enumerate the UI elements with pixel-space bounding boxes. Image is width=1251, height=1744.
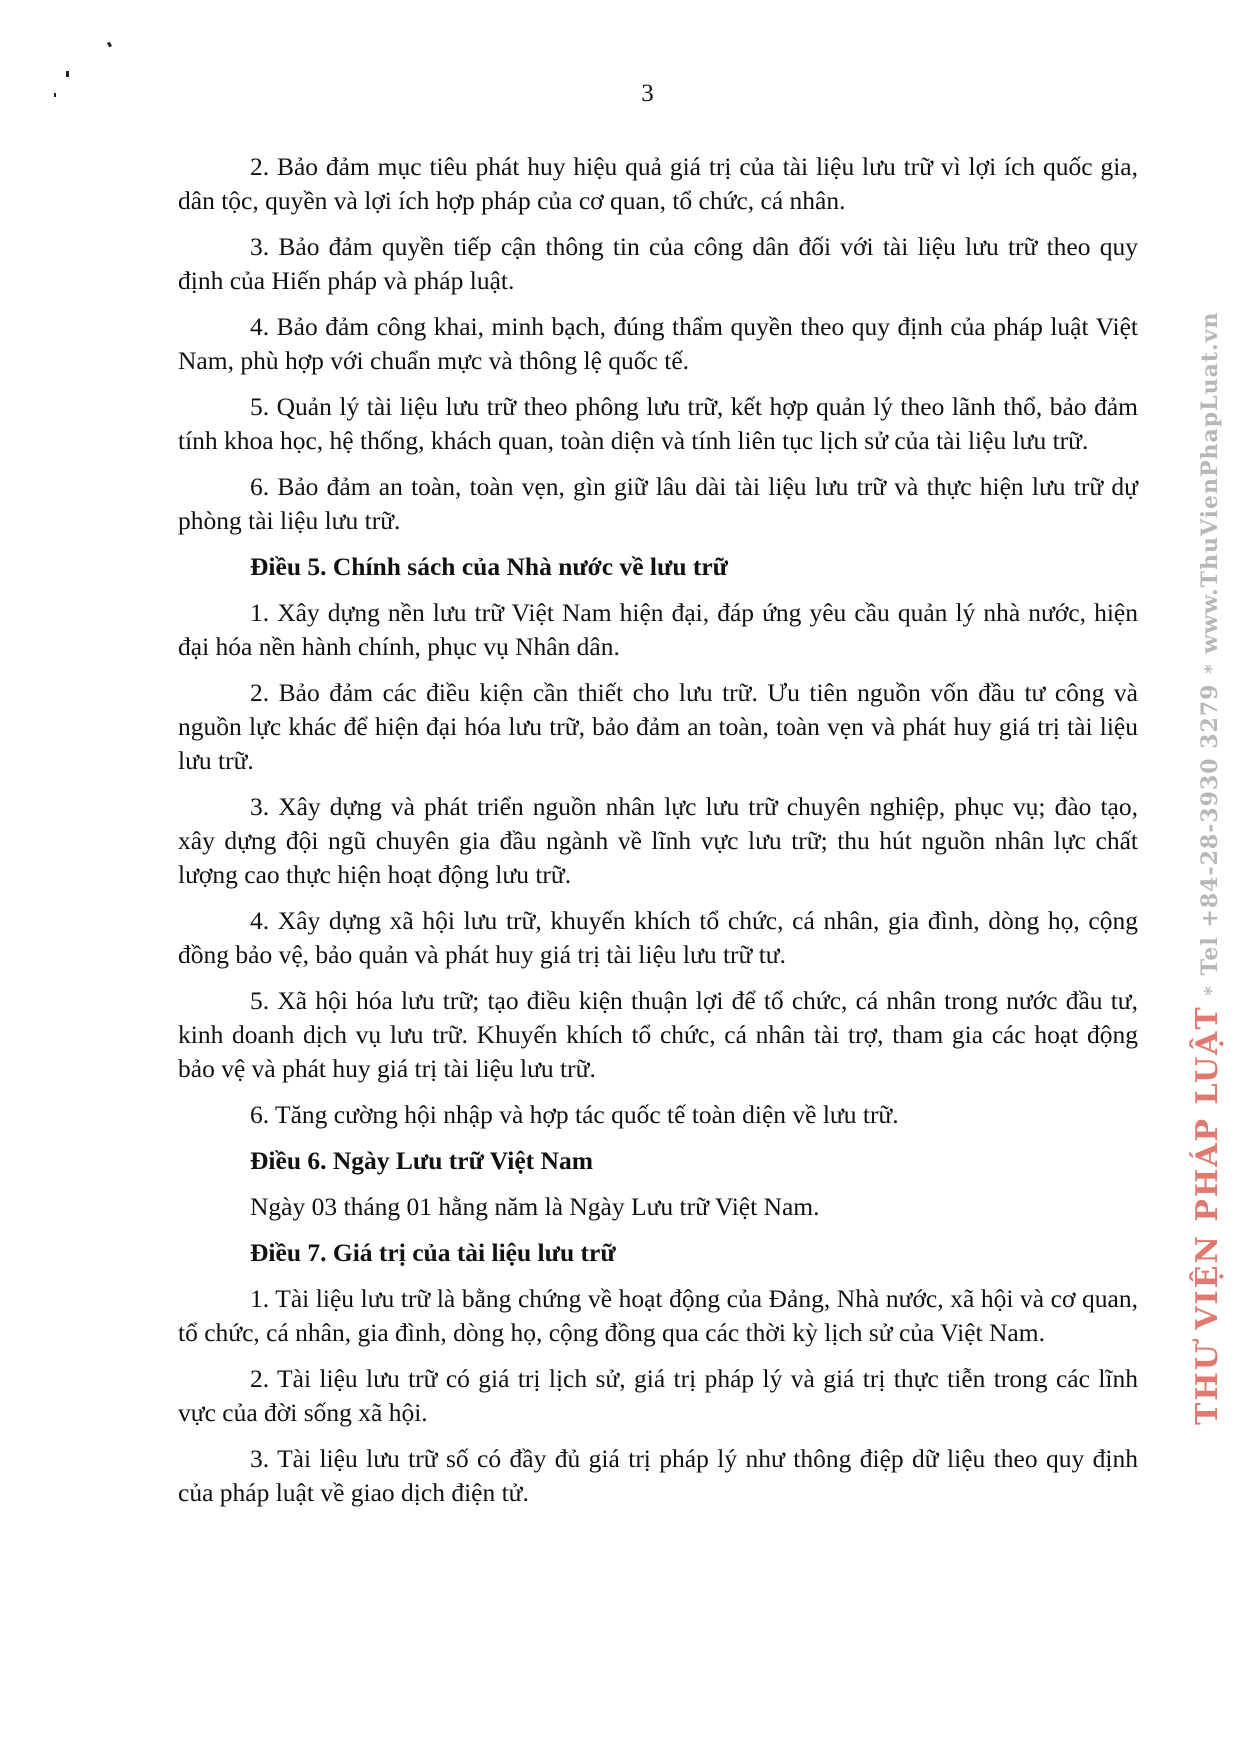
clause-4-4: 4. Bảo đảm công khai, minh bạch, đúng thẩm quyền theo quy định của pháp luật Việt Nam, phù hợp với chuẩn mực và thông lệ quốc tế. [178, 312, 1138, 375]
watermark-separator: * [1201, 985, 1222, 996]
watermark-website: www.ThuVienPhapLuat.vn [1197, 311, 1223, 654]
clause-5-1: 1. Xây dựng nền lưu trữ Việt Nam hiện đại, đáp ứng yêu cầu quản lý nhà nước, hiện đại hóa nền hành chính, phục vụ Nhân dân. [178, 598, 1138, 661]
clause-5-2: 2. Bảo đảm các điều kiện cần thiết cho lưu trữ. Ưu tiên nguồn vốn đầu tư công và nguồn lực khác để hiện đại hóa lưu trữ, bảo đảm an toàn, toàn vẹn và phát huy giá trị tài liệu lưu trữ. [178, 678, 1138, 775]
clause-4-6: 6. Bảo đảm an toàn, toàn vẹn, gìn giữ lâu dài tài liệu lưu trữ và thực hiện lưu trữ dự phòng tài liệu lưu trữ. [178, 472, 1138, 535]
clause-7-1: 1. Tài liệu lưu trữ là bằng chứng về hoạt động của Đảng, Nhà nước, xã hội và cơ quan, tổ chức, cá nhân, gia đình, dòng họ, cộng đồng qua các thời kỳ lịch sử của Việt Nam. [178, 1284, 1138, 1347]
article-5-heading: Điều 5. Chính sách của Nhà nước về lưu trữ [250, 552, 728, 581]
clause-4-2: 2. Bảo đảm mục tiêu phát huy hiệu quả giá trị của tài liệu lưu trữ vì lợi ích quốc gia, dân tộc, quyền và lợi ích hợp pháp của cơ quan, tổ chức, cá nhân. [178, 152, 1138, 215]
clause-5-3: 3. Xây dựng và phát triển nguồn nhân lực lưu trữ chuyên nghiệp, phục vụ; đào tạo, xây dựng đội ngũ chuyên gia đầu ngành về lĩnh vực lưu trữ; thu hút nguồn nhân lực chất lượng cao thực hiện hoạt động lưu trữ. [178, 792, 1138, 889]
watermark-phone: Tel +84-28-3930 3279 [1197, 683, 1223, 976]
clause-5-4: 4. Xây dựng xã hội lưu trữ, khuyến khích tổ chức, cá nhân, gia đình, dòng họ, cộng đồng bảo vệ, bảo quản và phát huy giá trị tài liệu lưu trữ tư. [178, 906, 1138, 969]
clause-7-3: 3. Tài liệu lưu trữ số có đầy đủ giá trị pháp lý như thông điệp dữ liệu theo quy định của pháp luật về giao dịch điện tử. [178, 1444, 1138, 1507]
article-6-text: Ngày 03 tháng 01 hằng năm là Ngày Lưu trữ Việt Nam. [250, 1192, 820, 1221]
article-6-heading: Điều 6. Ngày Lưu trữ Việt Nam [250, 1146, 593, 1175]
watermark-separator-2: * [1201, 663, 1222, 674]
clause-4-3: 3. Bảo đảm quyền tiếp cận thông tin của công dân đối với tài liệu lưu trữ theo quy định của Hiến pháp và pháp luật. [178, 232, 1138, 295]
side-watermark [1190, 312, 1225, 1426]
clause-5-6: 6. Tăng cường hội nhập và hợp tác quốc tế toàn diện về lưu trữ. [250, 1100, 899, 1129]
clause-7-2: 2. Tài liệu lưu trữ có giá trị lịch sử, giá trị pháp lý và giá trị thực tiễn trong các lĩnh vực của đời sống xã hội. [178, 1364, 1138, 1427]
clause-5-5: 5. Xã hội hóa lưu trữ; tạo điều kiện thuận lợi để tổ chức, cá nhân trong nước đầu tư, kinh doanh dịch vụ lưu trữ. Khuyến khích tổ chức, cá nhân tài trợ, tham gia các hoạt động bảo vệ và phát huy giá trị tài liệu lưu trữ. [178, 986, 1138, 1083]
document-body [178, 150, 1138, 1522]
watermark-brand: THƯ VIỆN PHÁP LUẬT [1190, 1005, 1225, 1425]
page-number: 3 [641, 80, 654, 107]
article-7-heading: Điều 7. Giá trị của tài liệu lưu trữ [250, 1238, 616, 1267]
clause-4-5: 5. Quản lý tài liệu lưu trữ theo phông lưu trữ, kết hợp quản lý theo lãnh thổ, bảo đảm tính khoa học, hệ thống, khách quan, toàn diện và tính liên tục lịch sử của tài liệu lưu trữ. [178, 392, 1138, 455]
